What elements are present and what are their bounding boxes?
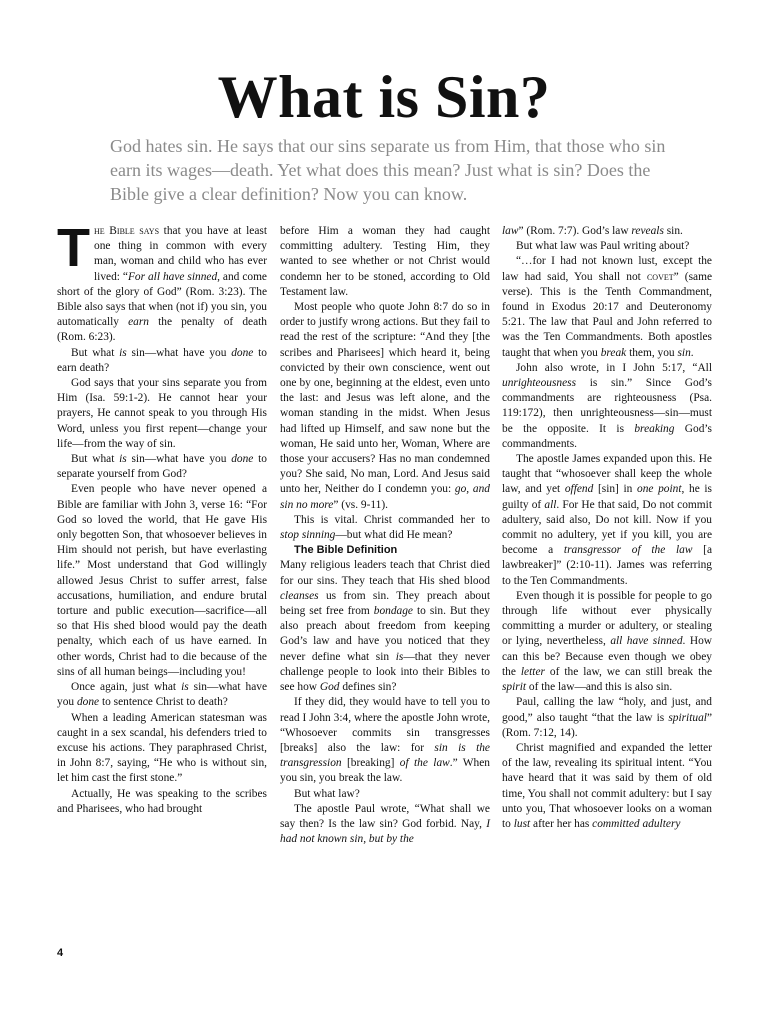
section-subhead: The Bible Definition <box>294 544 398 557</box>
column-1 <box>57 218 267 817</box>
column-2 <box>280 224 490 847</box>
drop-cap: T <box>57 218 90 278</box>
column-3 <box>502 224 712 832</box>
paragraph: Even people who have never opened a Bible are familiar with John 3, verse 16: “For God so loved the world, that He gave His only begotten Son, that whosoever believes in Him should not perish, but have everlasting life.” Most understand that God willingly allowed Jesus Christ to suffer arrest, false accusations, humiliation, and endure brutal torture and public execution—sacrifice—all so that His shed blood would pay the death penalty, which each of us have earned. In other words, Christ had to die because of the sins of all human beings—including you! <box>57 483 267 678</box>
paragraph: “…for I had not known lust, except the law had said, You shall not covet” (same verse). This is the Tenth Commandment, found in Exodus 20:17 and Deuteronomy 5:21. The law that Paul and John referred to was the Ten Commandments. Both apostles taught that when you break them, you sin. <box>502 255 713 359</box>
paragraph: Christ magnified and expanded the letter of the law, revealing its spiritual intent. “You have heard that it was said by them of old time, You shall not commit adultery: but I say unto you, That whosoever looks on a woman to lust after her has committed adultery <box>502 741 712 830</box>
paragraph: law” (Rom. 7:7). God’s law reveals sin. <box>502 225 683 237</box>
paragraph: Most people who quote John 8:7 do so in order to justify wrong actions. But they fail to read the rest of the scripture: “And they [the scribes and Pharisees] which heard it, being convicted by their own conscience, went out one by one, beginning at the eldest, even unto the last: and Jesus was left alone, and the woman standing in the midst. When Jesus had lifted up Himself, and saw none but the woman, He said unto her, Woman, Where are those your accusers? Has no man condemned you? She said, No man, Lord. And Jesus said unto her, Neither do I condemn you: go, and sin no more” (vs. 9-11). <box>280 301 490 511</box>
paragraph: God says that your sins separate you from Him (Isa. 59:1-2). He cannot hear your prayers, He cannot speak to you through His Word, unless you first repent—change your life—from the way of sin. <box>57 377 267 450</box>
paragraph: When a leading American statesman was caught in a sex scandal, his defenders tried to excuse his actions. They paraphrased Christ, in John 8:7, saying, “He who is without sin, let him cast the first stone.” <box>57 711 267 785</box>
paragraph: before Him a woman they had caught committing adultery. Testing Him, they wanted to see whether or not Christ would condemn her to be stoned, according to Old Testament law. <box>280 225 490 298</box>
paragraph: The apostle James expanded upon this. He taught that “whosoever shall keep the whole law, and yet offend [sin] in one point, he is guilty of all. For He that said, Do not commit adultery, said also, Do not kill. Now if you commit no adultery, yet if you kill, you are become a transgressor of the law [a lawbreaker]” (2:10-11). James was referring to the Ten Commandments. <box>502 453 713 587</box>
paragraph: If they did, they would have to tell you to read I John 3:4, where the apostle John wrote, “Whosoever commits sin transgresses [breaks] also the law: for sin is the transgression [breaking] of the law.” When you sin, you break the law. <box>280 696 491 785</box>
paragraph: This is vital. Christ commanded her to stop sinning—but what did He mean? <box>280 513 490 542</box>
paragraph: But what is sin—what have you done to separate yourself from God? <box>57 453 267 481</box>
paragraph: The apostle Paul wrote, “What shall we say then? Is the law sin? God forbid. Nay, I had not known sin, but by the <box>280 802 490 846</box>
article-deck: God hates sin. He says that our sins separate us from Him, that those who sin earn its wages—death. Yet what does this mean? Just what is sin? Does the Bible give a clear definition? Now you can know. <box>110 136 666 204</box>
paragraph: Actually, He was speaking to the scribes and Pharisees, who had brought <box>57 787 267 815</box>
paragraph: The Bible says that you have at least one thing in common with every man, woman and child who has ever lived: “For all have sinned, and come short of the glory of God” (Rom. 3:23). The Bible also says that when (not if) you sin, you automatically earn the penalty of death (Rom. 6:23). <box>57 218 267 344</box>
paragraph: But what law was Paul writing about? <box>516 240 690 253</box>
paragraph: But what law? <box>294 787 360 800</box>
page-number: 4 <box>57 947 64 959</box>
paragraph: But what is sin—what have you done to earn death? <box>57 346 267 374</box>
paragraph: Once again, just what is sin—what have you done to sentence Christ to death? <box>57 681 267 709</box>
paragraph: Even though it is possible for people to go through life without ever physically committing a murder or adultery, or stealing or lying, nevertheless, all have sinned. How can this be? Because even though we obey the letter of the law, we can still break the spirit of the law—and this is also sin. <box>502 589 712 694</box>
paragraph: John also wrote, in I John 5:17, “All unrighteousness is sin.” Since God’s commandments are righteousness (Psa. 119:172), then unrighteousness—sin—must be the opposite. It is breaking God’s commandments. <box>502 361 712 450</box>
paragraph: Paul, calling the law “holy, and just, and good,” also taught “that the law is spiritual” (Rom. 7:12, 14). <box>502 696 712 739</box>
page-title: What is Sin? <box>217 64 551 130</box>
paragraph: Many religious leaders teach that Christ died for our sins. They teach that His shed blood cleanses us from sin. They preach about being set free from bondage to sin. But they also preach about freedom from keeping God’s law and have you noticed that they never define what sin is—that they never challenge people to look into their Bibles to see how God defines sin? <box>280 559 490 694</box>
